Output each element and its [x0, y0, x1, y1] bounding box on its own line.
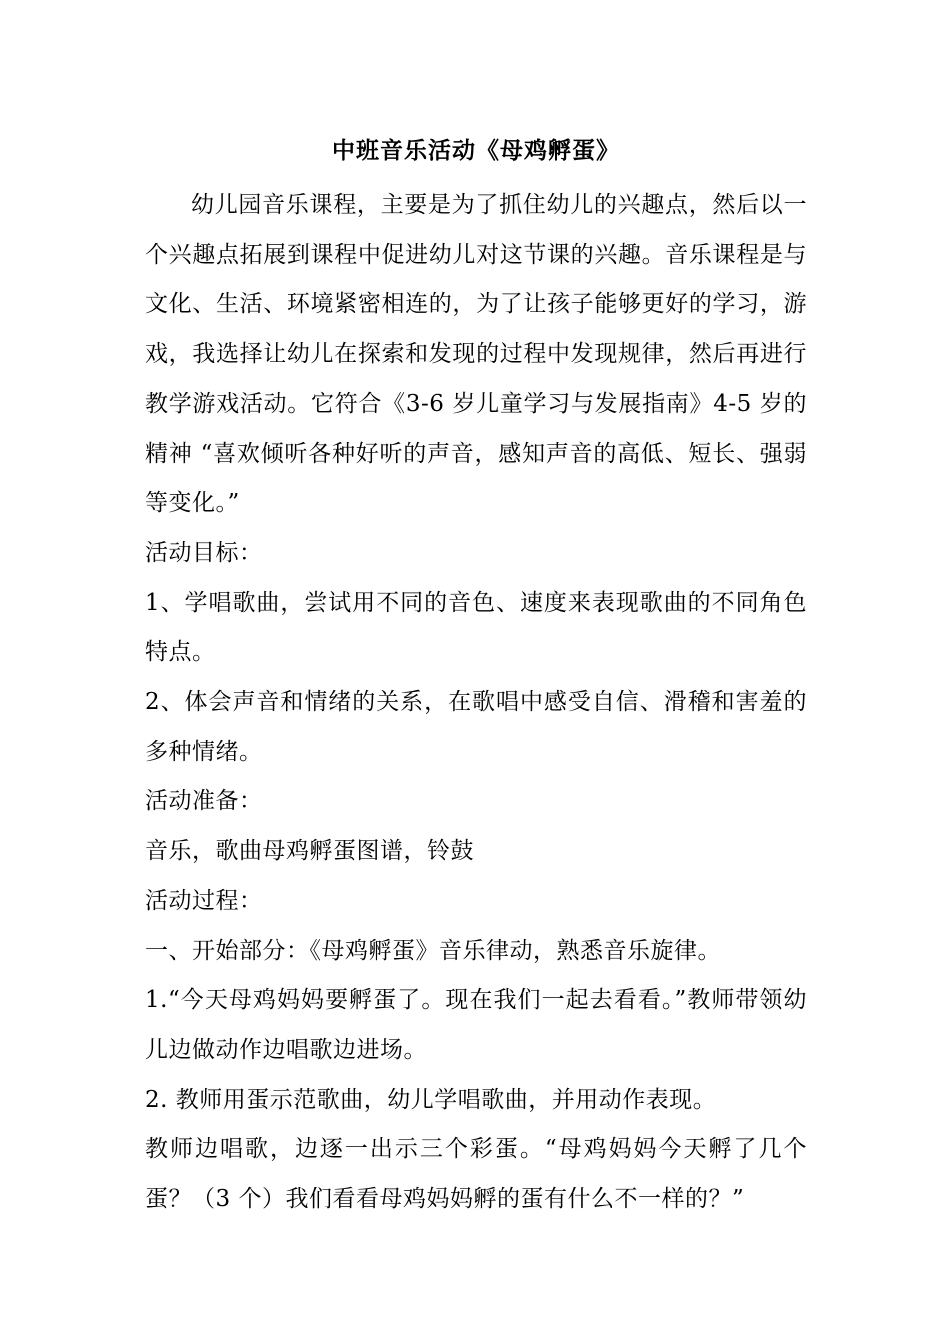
prep-text: 音乐，歌曲母鸡孵蛋图谱，铃鼓	[145, 838, 474, 865]
document-page	[145, 132, 807, 1225]
process-heading: 活动过程：	[145, 887, 263, 914]
process-part-1: 一、开始部分：《母鸡孵蛋》音乐律动，熟悉音乐旋律。	[145, 937, 721, 964]
goal-item-2: 2、体会声音和情绪的关系，在歌唱中感受自信、滑稽和害羞的多种情绪。	[145, 689, 807, 765]
goals-heading: 活动目标：	[145, 539, 263, 566]
process-step-1: 1.“今天母鸡妈妈要孵蛋了。现在我们一起去看看。”教师带领幼儿边做动作边唱歌边进场。	[145, 987, 807, 1063]
intro-paragraph: 幼儿园音乐课程，主要是为了抓住幼儿的兴趣点，然后以一个兴趣点拓展到课程中促进幼儿对这节课的兴趣。音乐课程是与文化、生活、环境紧密相连的，为了让孩子能够更好的学习，游戏，我选择让幼儿在探索和发现的过程中发现规律，然后再进行教学游戏活动。它符合《3-6 岁儿童学习与发展指南》4-5 岁的精神 “喜欢倾听各种好听的声音，感知声音的高低、短长、强弱等变化。”	[145, 192, 807, 517]
process-step-2: 2. 教师用蛋示范歌曲，幼儿学唱歌曲，并用动作表现。	[145, 1086, 717, 1113]
document-title: 中班音乐活动《母鸡孵蛋》	[332, 137, 620, 164]
goal-item-1: 1、学唱歌曲，尝试用不同的音色、速度来表现歌曲的不同角色特点。	[145, 589, 807, 666]
process-step-2-detail: 教师边唱歌，边逐一出示三个彩蛋。“母鸡妈妈今天孵了几个蛋？（3 个）我们看看母鸡妈妈孵的蛋有什么不一样的？”	[145, 1136, 807, 1213]
prep-heading: 活动准备：	[145, 788, 263, 815]
